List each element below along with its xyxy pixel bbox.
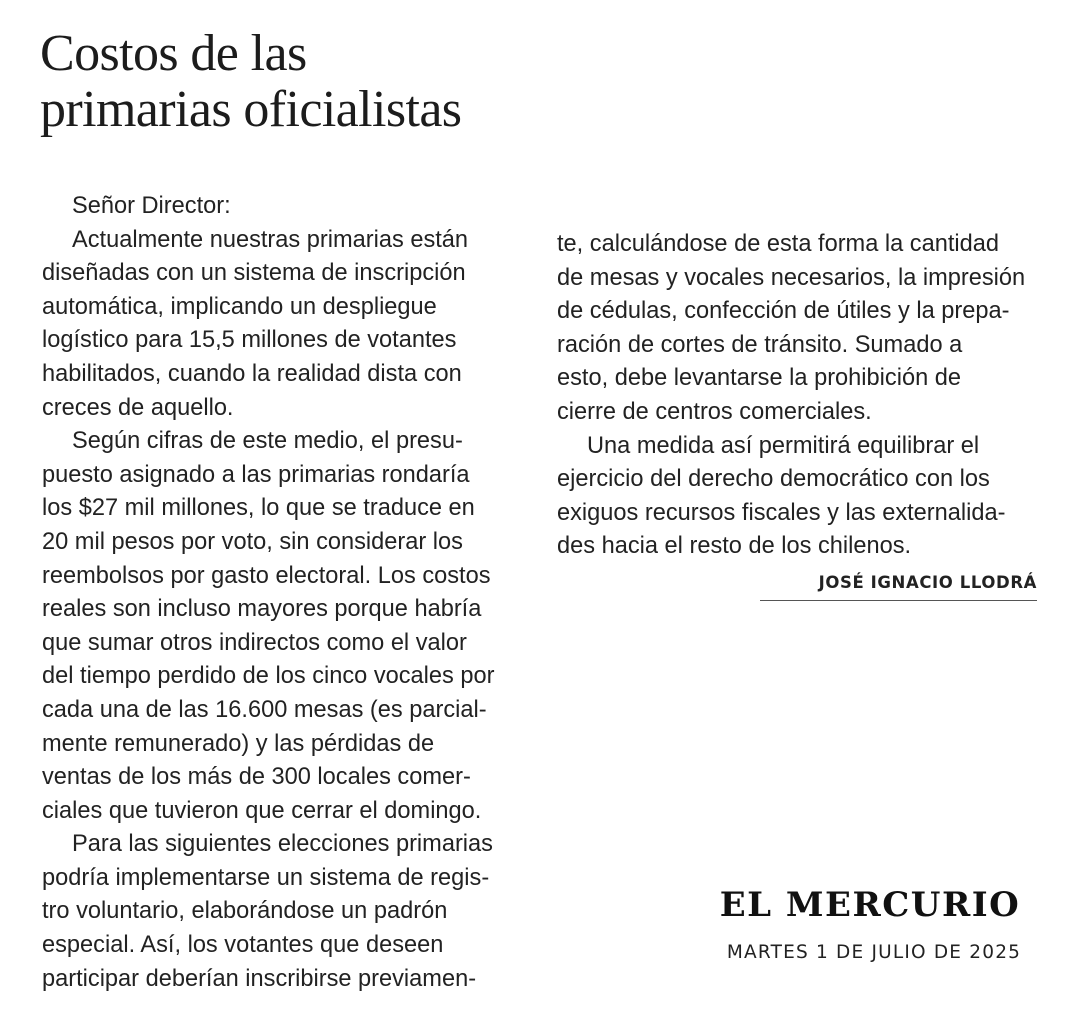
letter-line: de mesas y vocales necesarios, la impresión (557, 264, 1026, 291)
letter-line: habilitados, cuando la realidad dista con (42, 360, 462, 387)
letter-line: del tiempo perdido de los cinco vocales por (42, 663, 495, 690)
letter-line: reembolsos por gasto electoral. Los costos (42, 562, 491, 589)
letter-line: te, calculándose de esta forma la cantidad (557, 231, 1000, 257)
letter-line: exiguos recursos fiscales y las externalida- (557, 499, 1006, 526)
letter-line: que sumar otros indirectos como el valor (42, 629, 467, 656)
letter-line: los $27 mil millones, lo que se traduce en (42, 495, 475, 522)
letter-line: automática, implicando un despliegue (42, 293, 437, 320)
letter-line: Según cifras de este medio, el presu- (72, 428, 463, 455)
publication-masthead: EL MERCURIO (719, 885, 1021, 925)
letter-line: diseñadas con un sistema de inscripción (42, 260, 466, 287)
letter-line: cada una de las 16.600 mesas (es parcial- (42, 696, 487, 723)
letter-line: ventas de los más de 300 locales comer- (42, 764, 471, 791)
letter-line: de cédulas, confección de útiles y la prepa- (557, 298, 1010, 325)
letter-line: podría implementarse un sistema de regis- (42, 864, 490, 891)
signature-block (760, 569, 1037, 601)
letter-line: creces de aquello. (42, 394, 234, 421)
letter-line: Para las siguientes elecciones primarias (72, 831, 493, 858)
letter-right-column (557, 228, 1047, 564)
headline (40, 26, 660, 138)
letter-line: esto, debe levantarse la prohibición de (557, 365, 961, 392)
letter-line: Señor Director: (72, 193, 231, 219)
letter-line: 20 mil pesos por voto, sin considerar los (42, 528, 463, 555)
letter-line: puesto asignado a las primarias rondaría (42, 461, 470, 488)
author-signature: JOSÉ IGNACIO LLODRÁ (818, 573, 1037, 592)
letter-line: participar deberían inscribirse previamen- (42, 965, 477, 992)
letter-line: especial. Así, los votantes que deseen (42, 932, 444, 959)
letter-line: mente remunerado) y las pérdidas de (42, 730, 435, 757)
letter-left-column (42, 190, 532, 996)
letter-line: des hacia el resto de los chilenos. (557, 533, 912, 560)
letter-line: cierre de centros comerciales. (557, 398, 872, 425)
letter-line: logístico para 15,5 millones de votantes (42, 327, 457, 354)
letter-line: Una medida así permitirá equilibrar el (587, 432, 980, 459)
letter-line: reales son incluso mayores porque habría (42, 596, 482, 623)
letter-line: tro voluntario, elaborándose un padrón (42, 898, 448, 925)
headline-line: primarias oficialistas (40, 81, 462, 138)
letter-line: Actualmente nuestras primarias están (72, 226, 469, 253)
letter-line: ejercicio del derecho democrático con los (557, 466, 990, 493)
publication-date: MARTES 1 DE JULIO DE 2025 (726, 942, 1022, 963)
headline-line: Costos de las (40, 25, 307, 82)
letter-line: ración de cortes de tránsito. Sumado a (557, 331, 963, 358)
letter-line: ciales que tuvieron que cerrar el domingo. (42, 797, 482, 824)
